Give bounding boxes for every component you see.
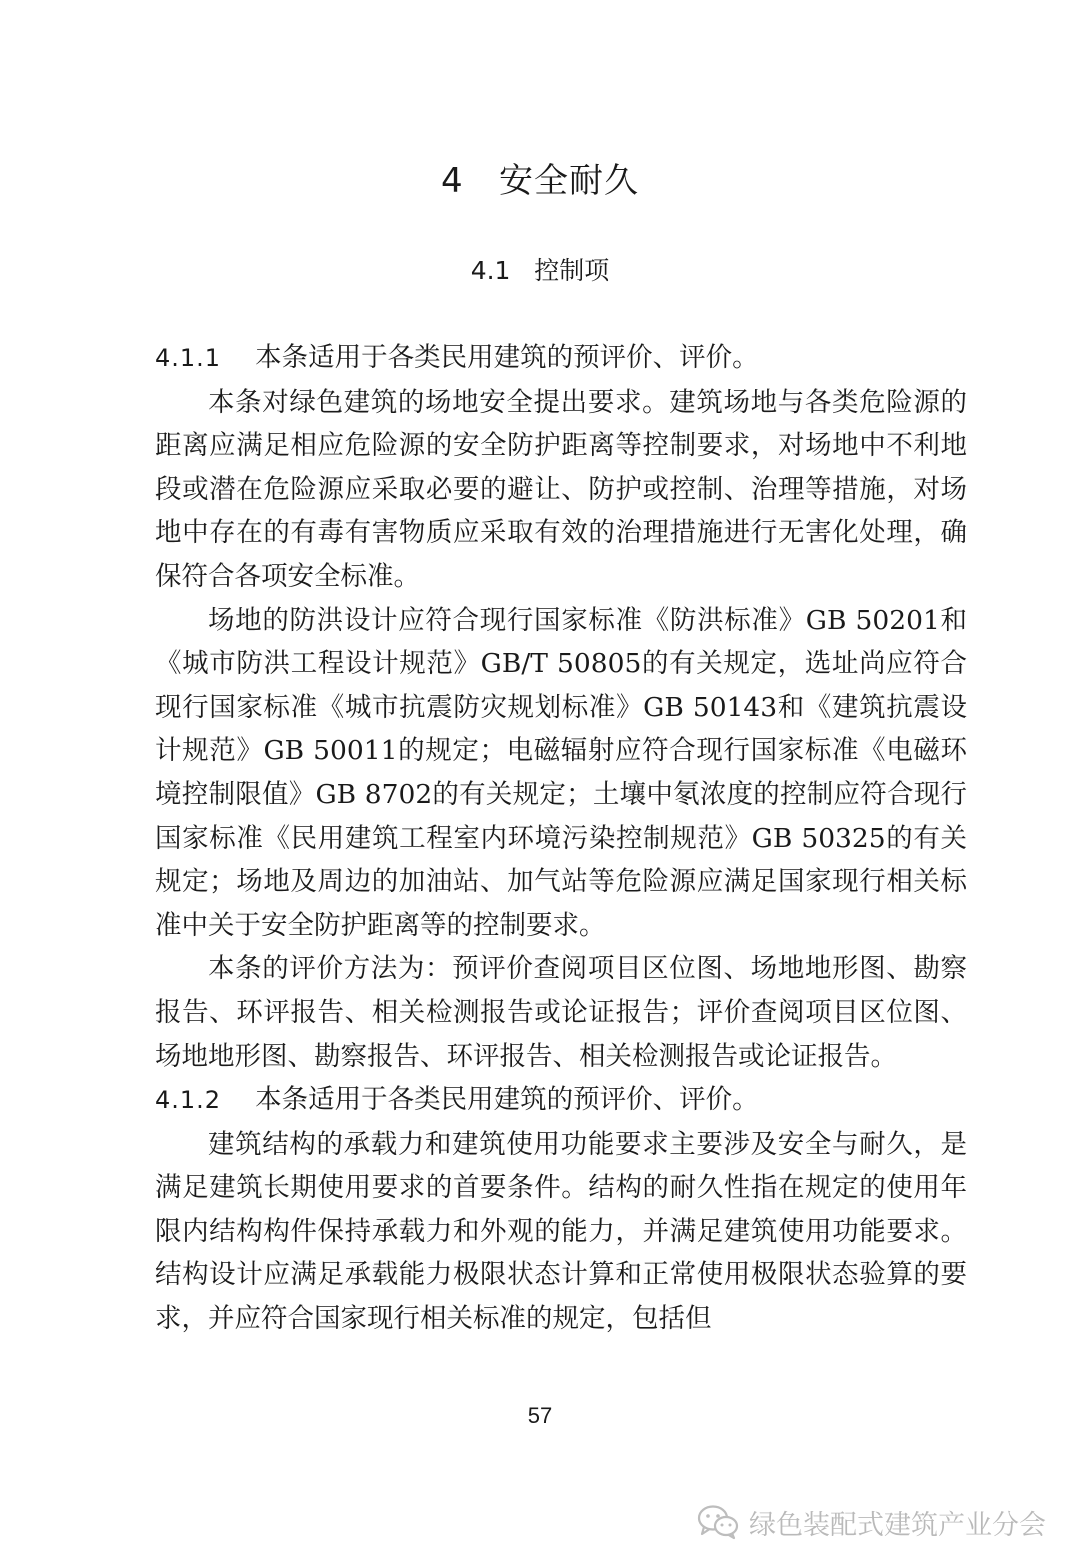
clause-heading-text: 本条适用于各类民用建筑的预评价、评价。: [255, 342, 759, 373]
clause-heading: [155, 1078, 967, 1123]
clause-number: 4.1.2: [155, 1086, 222, 1115]
chapter-title: 4 安全耐久: [440, 161, 640, 201]
wechat-icon: [697, 1504, 739, 1540]
paragraph: 本条的评价方法为：预评价查阅项目区位图、场地地形图、勘察报告、环评报告、相关检测报告或论证报告；评价查阅项目区位图、场地地形图、勘察报告、环评报告、相关检测报告或论证报告。: [155, 953, 967, 1072]
clause-heading: [155, 336, 967, 381]
paragraph: 建筑结构的承载力和建筑使用功能要求主要涉及安全与耐久，是满足建筑长期使用要求的首要条件。结构的耐久性指在规定的使用年限内结构构件保持承载力和外观的能力，并满足建筑使用功能要求。结构设计应满足承载能力极限状态计算和正常使用极限状态验算的要求，并应符合国家现行相关标准的规定，包括但: [155, 1128, 967, 1335]
page-number: 57: [527, 1403, 553, 1428]
clause-number: 4.1.1: [155, 344, 222, 372]
body-text: [155, 336, 967, 1341]
clause-heading-text: 本条适用于各类民用建筑的预评价、评价。: [255, 1084, 759, 1116]
paragraph: 场地的防洪设计应符合现行国家标准《防洪标准》GB 50201和《城市防洪工程设计规范》GB/T 50805的有关规定，选址尚应符合现行国家标准《城市抗震防灾规划标准》GB 50143和《建筑抗震设计规范》GB 50011的规定；电磁辐射应符合现行国家标准《电磁环境控制限值》GB 8702的有关规定；土壤中氡浓度的控制应符合现行国家标准《民用建筑工程室内环境污染控制规范》GB 50325的有关规定；场地及周边的加油站、加气站等危险源应满足国家现行相关标准中关于安全防护距离等的控制要求。: [155, 604, 967, 941]
watermark: [697, 1497, 1046, 1547]
section-title: 4.1 控制项: [470, 256, 610, 285]
watermark-text: 绿色装配式建筑产业分会: [749, 1509, 1046, 1541]
paragraph: 本条对绿色建筑的场地安全提出要求。建筑场地与各类危险源的距离应满足相应危险源的安全防护距离等控制要求，对场地中不利地段或潜在危险源应采取必要的避让、防护或控制、治理等措施，对场地中存在的有毒有害物质应采取有效的治理措施进行无害化处理，确保符合各项安全标准。: [155, 386, 967, 592]
